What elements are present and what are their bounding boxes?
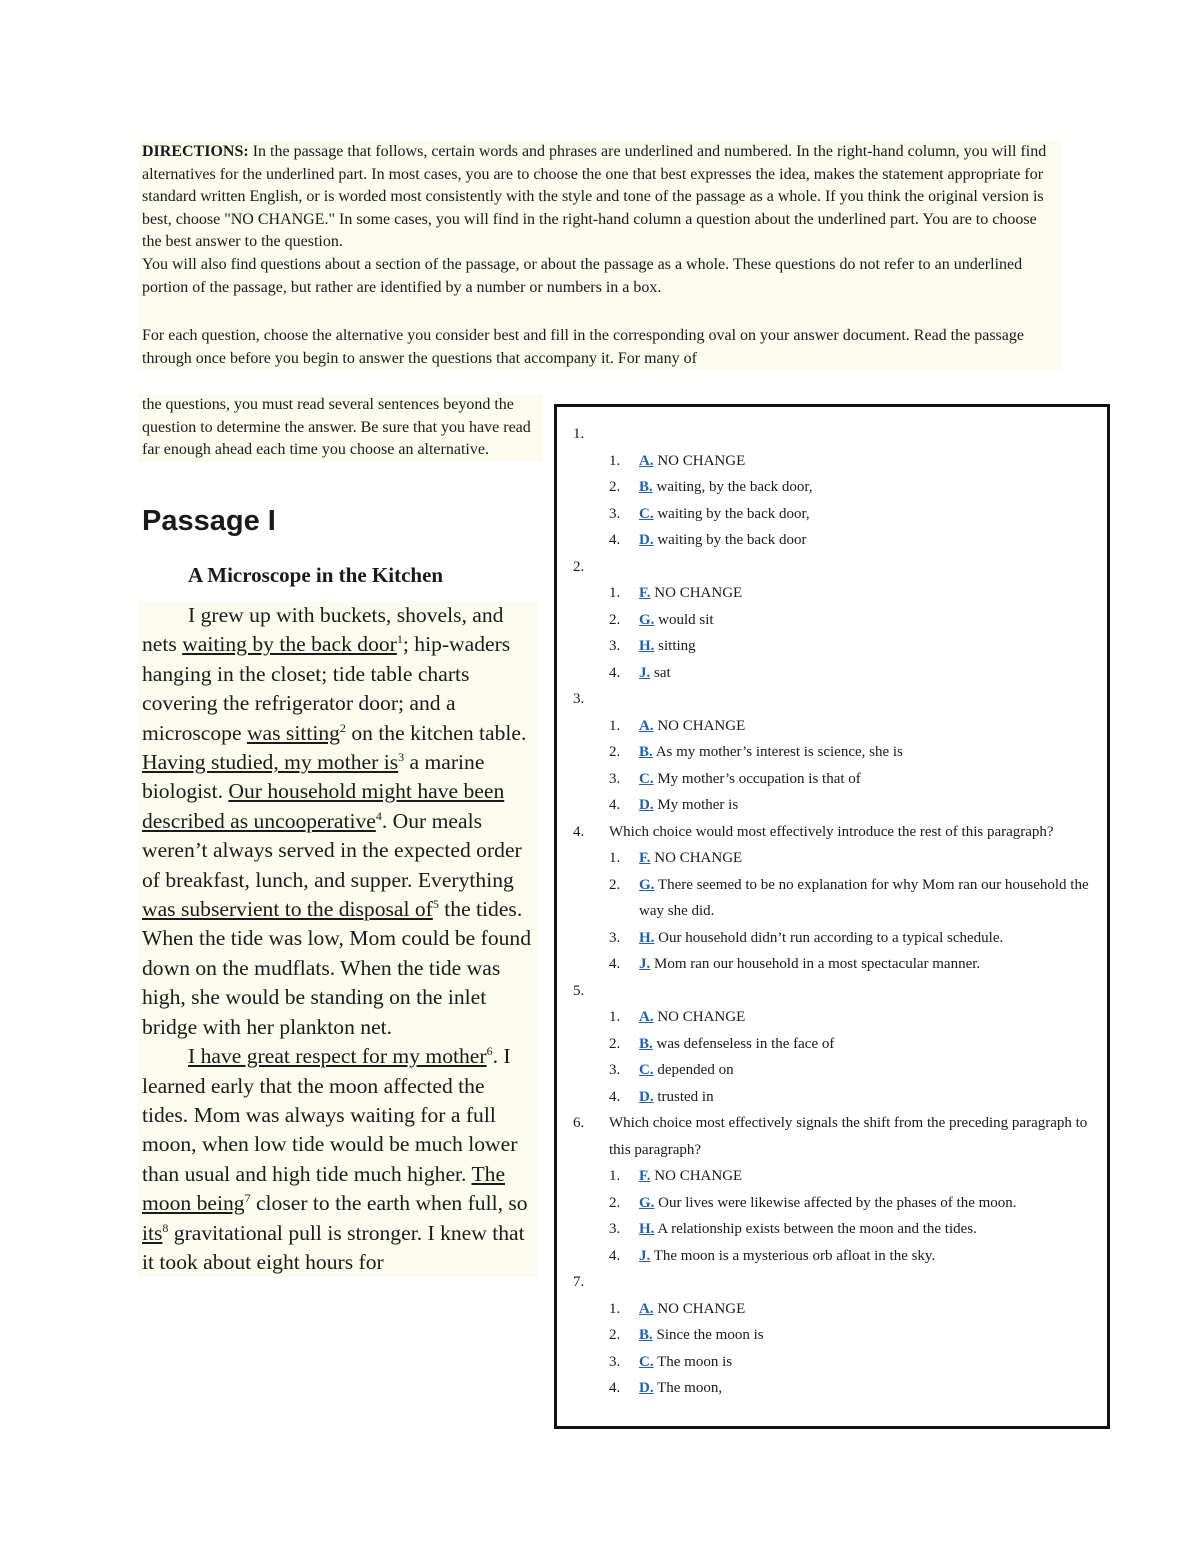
answer-option[interactable] xyxy=(609,845,1093,872)
question-header xyxy=(573,686,1093,713)
option-index: 1. xyxy=(609,1300,621,1317)
answer-option[interactable] xyxy=(609,1243,1093,1270)
option-text: NO CHANGE xyxy=(654,585,743,601)
question-header xyxy=(573,421,1093,448)
option-letter-link[interactable]: J. xyxy=(639,956,651,972)
option-letter-link[interactable]: D. xyxy=(639,532,654,548)
option-text: Since the moon is xyxy=(656,1327,764,1343)
question-number: 2. xyxy=(573,558,585,575)
question-header xyxy=(573,819,1093,846)
option-index: 2. xyxy=(609,744,621,760)
answer-option[interactable] xyxy=(609,792,1093,819)
question-prompt: Which choice would most effectively introduce the rest of this paragraph? xyxy=(609,823,1054,840)
question-ref-2: 2 xyxy=(339,720,346,735)
passage-body xyxy=(138,601,538,1277)
passage-text: the tides. When the tide was low, Mom could be found down on the mudflats. When the tide was high, she would be standing on the inlet bridge with her plankton net. xyxy=(142,897,532,1039)
underlined-phrase-1[interactable]: waiting by the back door xyxy=(182,632,397,657)
option-index: 1. xyxy=(609,1009,621,1025)
option-text: There seemed to be no explanation for why Mom ran our household the way she did. xyxy=(639,876,1089,919)
option-index: 4. xyxy=(609,532,621,548)
question-number: 6. xyxy=(573,1115,585,1131)
underlined-phrase-3[interactable]: Having studied, my mother is xyxy=(142,750,399,775)
answer-option[interactable] xyxy=(609,448,1093,475)
option-letter-link[interactable]: F. xyxy=(639,585,651,601)
option-letter-link[interactable]: G. xyxy=(639,876,655,893)
question-ref-3: 3 xyxy=(398,750,405,765)
option-index: 2. xyxy=(609,1194,621,1211)
question-3 xyxy=(573,686,1093,819)
option-index: 3. xyxy=(609,1221,621,1237)
directions-paragraph-2: You will also find questions about a section of the passage, or about the passage as a whole. These questions do not refer to an underlined portion of the passage, but rather are identified by a number or numbers in a box. xyxy=(142,255,1023,296)
option-index: 4. xyxy=(609,797,621,813)
option-text: depended on xyxy=(657,1062,734,1078)
question-5 xyxy=(573,978,1093,1111)
question-ref-7: 7 xyxy=(244,1191,251,1206)
option-text: NO CHANGE xyxy=(657,1300,746,1317)
option-letter-link[interactable]: F. xyxy=(639,1168,651,1184)
option-text: The moon is xyxy=(657,1353,733,1370)
option-text: NO CHANGE xyxy=(654,1168,743,1184)
option-index: 2. xyxy=(609,611,621,628)
question-ref-4: 4 xyxy=(375,808,382,823)
option-letter-link[interactable]: G. xyxy=(639,611,655,628)
option-letter-link[interactable]: A. xyxy=(639,717,654,734)
directions-paragraph-3: For each question, choose the alternative you consider best and fill in the corresponding oval on your answer document. Read the passage through once before you begin to answer the questions that accompany it. For many of xyxy=(142,327,1024,367)
option-text: My mother’s occupation is that of xyxy=(657,770,861,787)
passage-paragraph-2 xyxy=(142,1042,534,1277)
option-index: 1. xyxy=(609,585,621,601)
option-text: As my mother’s interest is science, she is xyxy=(655,744,903,760)
underlined-phrase-7[interactable]: The moon being xyxy=(142,1161,506,1216)
option-letter-link[interactable]: A. xyxy=(639,1300,654,1317)
directions-label: DIRECTIONS: xyxy=(142,143,249,160)
answer-option[interactable] xyxy=(609,501,1093,528)
option-index: 3. xyxy=(609,638,621,654)
passage-heading: Passage I xyxy=(142,505,276,537)
option-index: 3. xyxy=(609,770,621,787)
option-index: 3. xyxy=(609,1062,621,1078)
underlined-phrase-6[interactable]: I have great respect for my mother xyxy=(188,1044,487,1069)
answer-option[interactable] xyxy=(609,739,1093,766)
question-prompt: Which choice most effectively signals the shift from the preceding paragraph to this paragraph? xyxy=(609,1115,1088,1158)
question-ref-8: 8 xyxy=(162,1220,169,1235)
underlined-phrase-5[interactable]: was subservient to the disposal of xyxy=(142,897,433,922)
question-number: 1. xyxy=(573,426,585,442)
option-letter-link[interactable]: J. xyxy=(639,1247,651,1264)
question-1 xyxy=(573,421,1093,554)
question-number: 5. xyxy=(573,982,585,999)
answer-option[interactable] xyxy=(609,951,1093,978)
option-letter-link[interactable]: B. xyxy=(639,744,653,760)
option-letter-link[interactable]: J. xyxy=(639,664,651,681)
passage-text: closer to the earth when full, so xyxy=(250,1191,528,1216)
questions-box xyxy=(554,404,1110,1429)
passage-text: on the kitchen table. xyxy=(345,720,527,745)
question-ref-6: 6 xyxy=(486,1044,493,1059)
question-ref-1: 1 xyxy=(396,632,403,647)
option-letter-link[interactable]: B. xyxy=(639,1327,653,1343)
question-7 xyxy=(573,1269,1093,1402)
option-text: trusted in xyxy=(657,1088,714,1105)
passage-text: a marine biologist. xyxy=(142,750,485,804)
answer-option[interactable] xyxy=(609,1084,1093,1111)
question-header xyxy=(573,1269,1093,1296)
option-index: 4. xyxy=(609,664,621,681)
directions-spacer xyxy=(142,299,1058,325)
option-index: 4. xyxy=(609,1088,621,1105)
answer-option[interactable] xyxy=(609,1375,1093,1402)
option-text: sitting xyxy=(658,638,696,654)
passage-text: . Our meals weren’t always served in the expected order of breakfast, lunch, and supper. Everything xyxy=(142,808,522,892)
answer-option[interactable] xyxy=(609,580,1093,607)
option-letter-link[interactable]: C. xyxy=(639,770,654,787)
answer-option[interactable] xyxy=(609,1057,1093,1084)
directions-block xyxy=(138,140,1062,370)
underlined-phrase-8[interactable]: its xyxy=(142,1220,163,1245)
question-6 xyxy=(573,1110,1093,1269)
option-text: waiting by the back door, xyxy=(657,505,810,522)
option-index: 1. xyxy=(609,452,621,469)
option-text: NO CHANGE xyxy=(657,452,746,469)
option-text: waiting by the back door xyxy=(657,532,807,548)
option-letter-link[interactable]: D. xyxy=(639,1088,654,1105)
answer-option[interactable] xyxy=(609,633,1093,660)
option-letter-link[interactable]: A. xyxy=(639,452,654,469)
answer-option[interactable] xyxy=(609,1031,1093,1058)
option-text: My mother is xyxy=(657,797,739,813)
option-letter-link[interactable]: H. xyxy=(639,1221,655,1237)
question-ref-5: 5 xyxy=(432,897,439,912)
answer-option[interactable] xyxy=(609,713,1093,740)
option-index: 2. xyxy=(609,479,621,495)
passage-text: . I learned early that the moon affected the tides. Mom was always waiting for a full moon, when low tide would be much lower than usual and high tide much higher. xyxy=(142,1044,518,1186)
option-text: A relationship exists between the moon and the tides. xyxy=(657,1221,977,1237)
option-index: 1. xyxy=(609,850,621,866)
option-letter-link[interactable]: G. xyxy=(639,1194,655,1211)
option-letter-link[interactable]: A. xyxy=(639,1009,654,1025)
option-text: was defenseless in the face of xyxy=(656,1035,835,1052)
option-letter-link[interactable]: C. xyxy=(639,1353,654,1370)
option-text: Our household didn’t run according to a typical schedule. xyxy=(658,929,1004,946)
option-letter-link[interactable]: B. xyxy=(639,1035,653,1052)
option-letter-link[interactable]: H. xyxy=(639,638,655,654)
passage-paragraph-1 xyxy=(142,601,534,1042)
option-text: NO CHANGE xyxy=(657,1009,746,1025)
passage-title: A Microscope in the Kitchen xyxy=(188,563,444,587)
option-text: waiting, by the back door, xyxy=(656,479,813,495)
option-letter-link[interactable]: H. xyxy=(639,929,655,946)
answer-option[interactable] xyxy=(609,1296,1093,1323)
question-4 xyxy=(573,819,1093,978)
option-letter-link[interactable]: D. xyxy=(639,1380,654,1396)
option-text: NO CHANGE xyxy=(657,717,746,734)
passage-text: gravitational pull is stronger. I knew that it took about eight hours for xyxy=(142,1220,525,1274)
answer-option[interactable] xyxy=(609,925,1093,952)
option-letter-link[interactable]: C. xyxy=(639,505,654,522)
directions-text-1: In the passage that follows, certain words and phrases are underlined and numbered. In the right-hand column, you will find alternatives for the underlined part. In most cases, you are to choose the one that best expresses the idea, makes the statement appropriate for standard written English, or is worded most consistently with the style and tone of the passage as a whole. If you think the original version is best, choose "NO CHANGE." In some cases, you will find in the right-hand column a question about the underlined part. You are to choose the best answer to the question. xyxy=(142,143,1047,251)
option-index: 4. xyxy=(609,1247,621,1264)
answer-option[interactable] xyxy=(609,660,1093,687)
option-text: The moon, xyxy=(657,1380,723,1396)
option-letter-link[interactable]: D. xyxy=(639,797,654,813)
answer-option[interactable] xyxy=(609,474,1093,501)
directions-continued: the questions, you must read several sentences beyond the question to determine the answer. Be sure that you have read far enough ahead each time you choose an alternative. xyxy=(138,394,543,462)
option-index: 3. xyxy=(609,929,621,946)
option-text: sat xyxy=(654,664,671,681)
option-index: 4. xyxy=(609,1380,621,1396)
answer-option[interactable] xyxy=(609,1216,1093,1243)
option-text: NO CHANGE xyxy=(654,850,743,866)
passage-text: I grew up with buckets, shovels, and nets xyxy=(142,603,504,657)
option-letter-link[interactable]: B. xyxy=(639,479,653,495)
answer-option[interactable] xyxy=(609,1163,1093,1190)
option-index: 1. xyxy=(609,717,621,734)
option-text: Our lives were likewise affected by the phases of the moon. xyxy=(658,1194,1017,1211)
question-header xyxy=(573,1110,1093,1163)
answer-option[interactable] xyxy=(609,766,1093,793)
question-number: 3. xyxy=(573,691,585,707)
question-number: 4. xyxy=(573,823,585,840)
answer-option[interactable] xyxy=(609,1349,1093,1376)
question-2 xyxy=(573,554,1093,687)
question-header xyxy=(573,978,1093,1005)
underlined-phrase-4[interactable]: Our household might have been described as uncooperative xyxy=(142,779,505,833)
option-index: 1. xyxy=(609,1168,621,1184)
option-text: The moon is a mysterious orb afloat in the sky. xyxy=(653,1247,936,1264)
directions-paragraph-1 xyxy=(142,141,1058,254)
option-index: 2. xyxy=(609,1035,621,1052)
question-number: 7. xyxy=(573,1274,585,1290)
underlined-phrase-2[interactable]: was sitting xyxy=(246,720,340,745)
option-index: 3. xyxy=(609,1353,621,1370)
option-index: 4. xyxy=(609,956,621,972)
answer-option[interactable] xyxy=(609,872,1093,925)
option-index: 3. xyxy=(609,505,621,522)
answer-option[interactable] xyxy=(609,1322,1093,1349)
option-letter-link[interactable]: C. xyxy=(639,1062,654,1078)
option-text: would sit xyxy=(658,611,714,628)
answer-option[interactable] xyxy=(609,1190,1093,1217)
option-index: 2. xyxy=(609,876,621,893)
question-header xyxy=(573,554,1093,581)
answer-option[interactable] xyxy=(609,607,1093,634)
answer-option[interactable] xyxy=(609,1004,1093,1031)
answer-option[interactable] xyxy=(609,527,1093,554)
option-text: Mom ran our household in a most spectacular manner. xyxy=(654,956,981,972)
passage-text: ; hip-waders hanging in the closet; tide table charts covering the refrigerator door; and a microscope xyxy=(142,632,511,745)
question-list xyxy=(573,421,1093,1402)
option-letter-link[interactable]: F. xyxy=(639,850,651,866)
option-index: 2. xyxy=(609,1327,621,1343)
